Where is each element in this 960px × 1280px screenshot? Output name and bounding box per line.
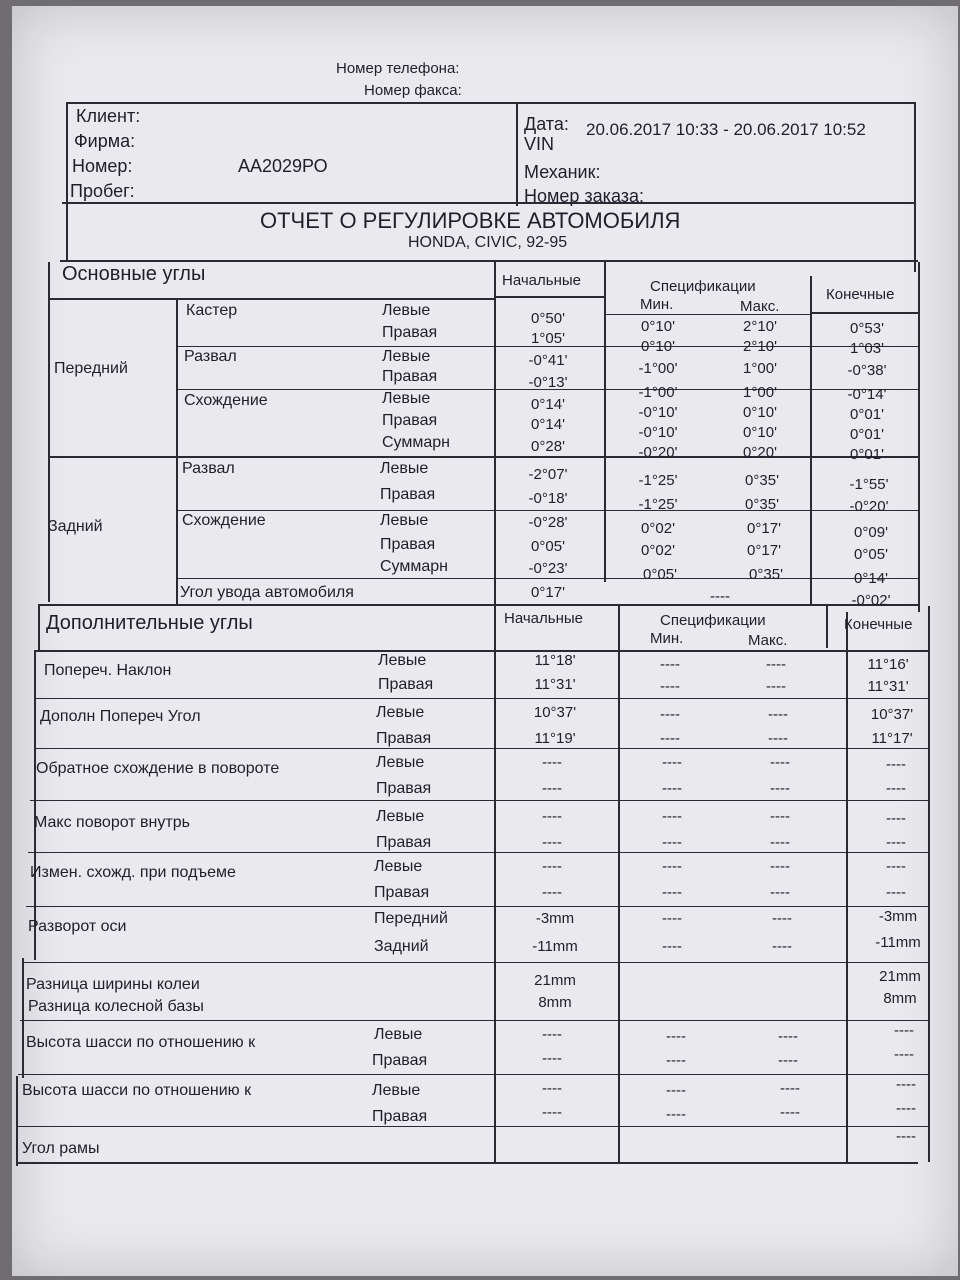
dash-cell: ---- xyxy=(886,858,906,875)
value-cell: 0°14' xyxy=(531,416,565,433)
side-right: Правая xyxy=(376,730,432,747)
included-angle-label: Дополн Попереч Угол xyxy=(40,708,201,725)
client-label: Клиент: xyxy=(76,106,141,126)
thrust-angle-label: Угол увода автомобиля xyxy=(180,584,354,601)
side-right: Правая xyxy=(380,536,436,553)
value-cell: 1°00' xyxy=(743,360,777,377)
toe-out-on-turns-label: Обратное схождение в повороте xyxy=(36,760,280,777)
value-cell: -0°02' xyxy=(851,592,891,609)
dash-cell: ---- xyxy=(886,810,906,827)
value-cell: 0°50' xyxy=(531,310,565,327)
row-line xyxy=(20,1020,928,1021)
main-col-final-label: Конечные xyxy=(826,286,895,303)
side-right: Правая xyxy=(382,412,438,429)
row-line xyxy=(34,748,928,749)
dash-cell: ---- xyxy=(772,938,792,955)
value-cell: 0°10' xyxy=(641,318,675,335)
dash-cell: ---- xyxy=(666,1082,686,1099)
dash-cell: ---- xyxy=(662,780,682,797)
number-label: Номер: xyxy=(72,156,133,176)
value-cell: 0°35' xyxy=(749,566,783,583)
dash-cell: ---- xyxy=(662,884,682,901)
extra-col-final-label: Конечные xyxy=(844,616,913,633)
main-left xyxy=(48,262,50,602)
main-head-bottom-initial xyxy=(496,296,606,298)
dash-cell: ---- xyxy=(770,834,790,851)
main-col-spec xyxy=(604,262,606,582)
value-cell: -0°20' xyxy=(638,444,678,461)
value-cell: 0°28' xyxy=(531,438,565,455)
value-cell: 0°14' xyxy=(854,570,888,587)
value-cell: 0°09' xyxy=(854,524,888,541)
dash-cell: ---- xyxy=(778,1052,798,1069)
dash-cell: ---- xyxy=(662,834,682,851)
dash-cell: ---- xyxy=(660,730,680,747)
value-cell: 21mm xyxy=(534,972,576,989)
side-left: Левые xyxy=(374,858,423,875)
dash-cell: ---- xyxy=(542,1050,562,1067)
vin-label: VIN xyxy=(524,134,555,154)
side-left: Левые xyxy=(376,808,425,825)
dash-cell: ---- xyxy=(766,656,786,673)
value-cell: -0°38' xyxy=(847,362,887,379)
report-title: ОТЧЕТ О РЕГУЛИРОВКЕ АВТОМОБИЛЯ xyxy=(260,208,681,233)
dash-cell: ---- xyxy=(886,834,906,851)
dash-cell: ---- xyxy=(666,1106,686,1123)
dash-cell: ---- xyxy=(542,1104,562,1121)
value-cell: 0°17' xyxy=(747,520,781,537)
setback-label: Разворот оси xyxy=(28,918,127,935)
value-cell: 1°00' xyxy=(743,384,777,401)
main-head-bottom-final xyxy=(810,312,920,314)
wheelbase-diff-label: Разница колесной базы xyxy=(28,998,204,1015)
value-cell: 11°17' xyxy=(871,730,913,747)
dash-cell: ---- xyxy=(662,858,682,875)
value-cell: 0°02' xyxy=(641,542,675,559)
value-cell: -0°10' xyxy=(638,404,678,421)
side-left: Левые xyxy=(382,302,431,319)
extra-col-spec xyxy=(618,606,620,1162)
kpi-label: Попереч. Наклон xyxy=(44,662,172,679)
main-col-initial-label: Начальные xyxy=(502,272,581,289)
side-left: Левые xyxy=(382,348,431,365)
value-cell: 8mm xyxy=(883,990,917,1007)
value-cell: 11°16' xyxy=(867,656,909,673)
main-right xyxy=(918,262,920,612)
mileage-label: Пробег: xyxy=(70,181,135,201)
fax-label: Номер факса: xyxy=(364,82,462,99)
extra-col-initial-label: Начальные xyxy=(504,610,583,627)
dash-cell: ---- xyxy=(780,1104,800,1121)
row-line xyxy=(28,852,928,853)
dash-cell: ---- xyxy=(780,1080,800,1097)
dash-cell: ---- xyxy=(896,1100,916,1117)
side-total: Суммарн xyxy=(380,558,449,575)
dash-cell: ---- xyxy=(542,884,562,901)
frame-top xyxy=(66,102,916,104)
dash-cell: ---- xyxy=(666,1028,686,1045)
main-heading: Основные углы xyxy=(62,263,206,285)
value-cell: 0°17' xyxy=(747,542,781,559)
vehicle-model: HONDA, CIVIC, 92-95 xyxy=(408,234,568,251)
side-left: Левые xyxy=(380,512,429,529)
row-line xyxy=(22,962,928,963)
mechanic-label: Механик: xyxy=(524,162,601,182)
row-line-rtoe xyxy=(178,578,920,579)
dash-cell: ---- xyxy=(542,834,562,851)
row-line-rcamber xyxy=(178,510,920,511)
client-divider xyxy=(516,102,518,206)
dash-cell: ---- xyxy=(542,754,562,771)
value-cell: 11°18' xyxy=(534,652,576,669)
value-cell: -11mm xyxy=(875,934,921,951)
value-cell: -2°07' xyxy=(528,466,568,483)
rear-toe-label: Схождение xyxy=(182,512,266,529)
front-camber-label: Развал xyxy=(184,348,237,365)
value-cell: -0°14' xyxy=(847,386,887,403)
main-col-final xyxy=(810,276,812,606)
main-col-max-label: Макс. xyxy=(740,298,780,315)
extra-head-bottom xyxy=(36,650,928,652)
dash-cell: ---- xyxy=(542,808,562,825)
ride-height-label: Высота шасси по отношению к xyxy=(22,1082,252,1099)
side-right: Правая xyxy=(382,324,438,341)
side-left: Левые xyxy=(376,754,425,771)
order-label: Номер заказа: xyxy=(524,186,645,206)
frame-angle-label: Угол рамы xyxy=(22,1140,100,1157)
date-value: 20.06.2017 10:33 - 20.06.2017 10:52 xyxy=(586,120,866,139)
value-cell: -1°00' xyxy=(638,384,678,401)
frame-right-upper xyxy=(914,102,916,272)
extra-col-min-label: Мин. xyxy=(650,630,684,647)
value-cell: 0°17' xyxy=(531,584,565,601)
rear-label: Задний xyxy=(48,518,103,535)
value-cell: 0°01' xyxy=(850,406,884,423)
dash-cell: ---- xyxy=(770,754,790,771)
value-cell: -3mm xyxy=(535,910,575,927)
rear-camber-label: Развал xyxy=(182,460,235,477)
value-cell: -0°18' xyxy=(528,490,568,507)
value-cell: 0°35' xyxy=(745,472,779,489)
value-cell: -0°28' xyxy=(528,514,568,531)
side-left: Левые xyxy=(382,390,431,407)
dash-cell: ---- xyxy=(886,780,906,797)
main-top xyxy=(60,260,918,262)
extra-heading: Дополнительные углы xyxy=(46,612,253,634)
dash-cell: ---- xyxy=(886,884,906,901)
front-label: Передний xyxy=(54,360,128,377)
dash-cell: ---- xyxy=(542,1080,562,1097)
value-cell: 0°53' xyxy=(850,320,884,337)
value-cell: 0°01' xyxy=(850,426,884,443)
side-right: Правая xyxy=(378,676,434,693)
value-cell: 2°10' xyxy=(743,338,777,355)
row-line xyxy=(36,698,928,699)
row-line xyxy=(16,1126,928,1127)
side-left: Левые xyxy=(380,460,429,477)
side-left: Левые xyxy=(374,1026,423,1043)
value-cell: 11°19' xyxy=(534,730,576,747)
dash-cell: ---- xyxy=(896,1128,916,1145)
dash-cell: ---- xyxy=(766,678,786,695)
value-cell: 0°10' xyxy=(743,424,777,441)
value-cell: -1°25' xyxy=(638,472,678,489)
extra-left-top xyxy=(38,604,40,652)
dash-cell: ---- xyxy=(542,780,562,797)
plate-number: АА2029РО xyxy=(238,156,328,176)
client-bottom xyxy=(62,202,916,204)
main-head-bottom-left xyxy=(50,298,496,300)
value-cell: -11mm xyxy=(532,938,578,955)
front-side-label: Передний xyxy=(374,910,448,927)
dash-cell: ---- xyxy=(662,938,682,955)
side-left: Левые xyxy=(378,652,427,669)
value-cell: -0°13' xyxy=(528,374,568,391)
dash-cell: ---- xyxy=(666,1052,686,1069)
value-cell: 2°10' xyxy=(743,318,777,335)
extra-col-spec-label: Спецификации xyxy=(660,612,766,629)
extra-left-low xyxy=(22,958,24,1078)
rear-side-label: Задний xyxy=(374,938,429,955)
dash-cell: ---- xyxy=(660,678,680,695)
max-turn-label: Макс поворот внутрь xyxy=(34,814,190,831)
value-cell: 10°37' xyxy=(870,706,914,723)
value-cell: 11°31' xyxy=(867,678,909,695)
dash-cell: ---- xyxy=(770,808,790,825)
value-cell: 0°10' xyxy=(641,338,675,355)
dash-cell: ---- xyxy=(770,780,790,797)
value-cell: 0°05' xyxy=(854,546,888,563)
caster-label: Кастер xyxy=(186,302,238,319)
extra-col-initial xyxy=(494,606,496,1162)
extra-bottom xyxy=(16,1162,918,1164)
side-left: Левые xyxy=(376,704,425,721)
value-cell: 21mm xyxy=(879,968,921,985)
front-toe-label: Схождение xyxy=(184,392,268,409)
value-cell: 0°01' xyxy=(850,446,884,463)
value-cell: -1°00' xyxy=(638,360,678,377)
value-cell: 0°35' xyxy=(745,496,779,513)
side-right: Правая xyxy=(380,486,436,503)
value-cell: 1°05' xyxy=(531,330,565,347)
row-line xyxy=(30,800,928,801)
side-total: Суммарн xyxy=(382,434,451,451)
toe-change-label: Измен. схожд. при подъеме xyxy=(30,864,236,881)
dash-cell: ---- xyxy=(772,910,792,927)
dash-cell: ---- xyxy=(894,1046,914,1063)
row-line xyxy=(26,906,928,907)
value-cell: 0°10' xyxy=(743,404,777,421)
dash-cell: ---- xyxy=(768,706,788,723)
value-cell: 8mm xyxy=(538,994,572,1011)
main-bottom xyxy=(40,604,920,606)
dash-cell: ---- xyxy=(660,706,680,723)
main-col-spec-label: Спецификации xyxy=(650,278,756,295)
phone-label: Номер телефона: xyxy=(336,60,460,77)
value-cell: 0°20' xyxy=(743,444,777,461)
main-col-initial xyxy=(494,262,496,606)
value-cell: 0°02' xyxy=(641,520,675,537)
side-right: Правая xyxy=(372,1108,428,1125)
dash-cell: ---- xyxy=(660,656,680,673)
ride-height-label: Высота шасси по отношению к xyxy=(26,1034,256,1051)
value-cell: 11°31' xyxy=(534,676,576,693)
value-cell: 10°37' xyxy=(533,704,577,721)
value-cell: 0°14' xyxy=(531,396,565,413)
side-right: Правая xyxy=(374,884,430,901)
date-label: Дата: xyxy=(524,114,569,134)
value-cell: 0°05' xyxy=(643,566,677,583)
extra-left-bottom xyxy=(16,1076,18,1166)
value-cell: 0°05' xyxy=(531,538,565,555)
value-cell: -1°55' xyxy=(849,476,889,493)
dash-cell: ---- xyxy=(662,808,682,825)
side-right: Правая xyxy=(376,834,432,851)
side-right: Правая xyxy=(382,368,438,385)
side-right: Правая xyxy=(372,1052,428,1069)
value-cell: -0°20' xyxy=(849,498,889,515)
dash-cell: ---- xyxy=(896,1076,916,1093)
firm-label: Фирма: xyxy=(74,131,136,151)
extra-left-mid xyxy=(34,650,36,960)
extra-col-final-top xyxy=(826,606,828,648)
dash-cell: ---- xyxy=(886,756,906,773)
value-cell: 1°03' xyxy=(850,340,884,357)
dash-cell: ---- xyxy=(542,858,562,875)
dash-cell: ---- xyxy=(768,730,788,747)
dash-cell: ---- xyxy=(542,1026,562,1043)
track-width-diff-label: Разница ширины колеи xyxy=(26,976,200,993)
main-col-min-label: Мин. xyxy=(640,296,674,313)
dash-cell: ---- xyxy=(662,910,682,927)
dash-cell: ---- xyxy=(894,1022,914,1039)
dash-cell: ---- xyxy=(770,858,790,875)
extra-col-max-label: Макс. xyxy=(748,632,788,649)
side-left: Левые xyxy=(372,1082,421,1099)
value-cell: -0°41' xyxy=(528,352,568,369)
value-cell: ---- xyxy=(710,588,730,605)
value-cell: -3mm xyxy=(878,908,918,925)
value-cell: -0°10' xyxy=(638,424,678,441)
dash-cell: ---- xyxy=(770,884,790,901)
row-line xyxy=(18,1074,928,1075)
dash-cell: ---- xyxy=(662,754,682,771)
value-cell: -0°23' xyxy=(528,560,568,577)
side-right: Правая xyxy=(376,780,432,797)
dash-cell: ---- xyxy=(778,1028,798,1045)
frame-left-upper xyxy=(66,102,68,262)
value-cell: -1°25' xyxy=(638,496,678,513)
